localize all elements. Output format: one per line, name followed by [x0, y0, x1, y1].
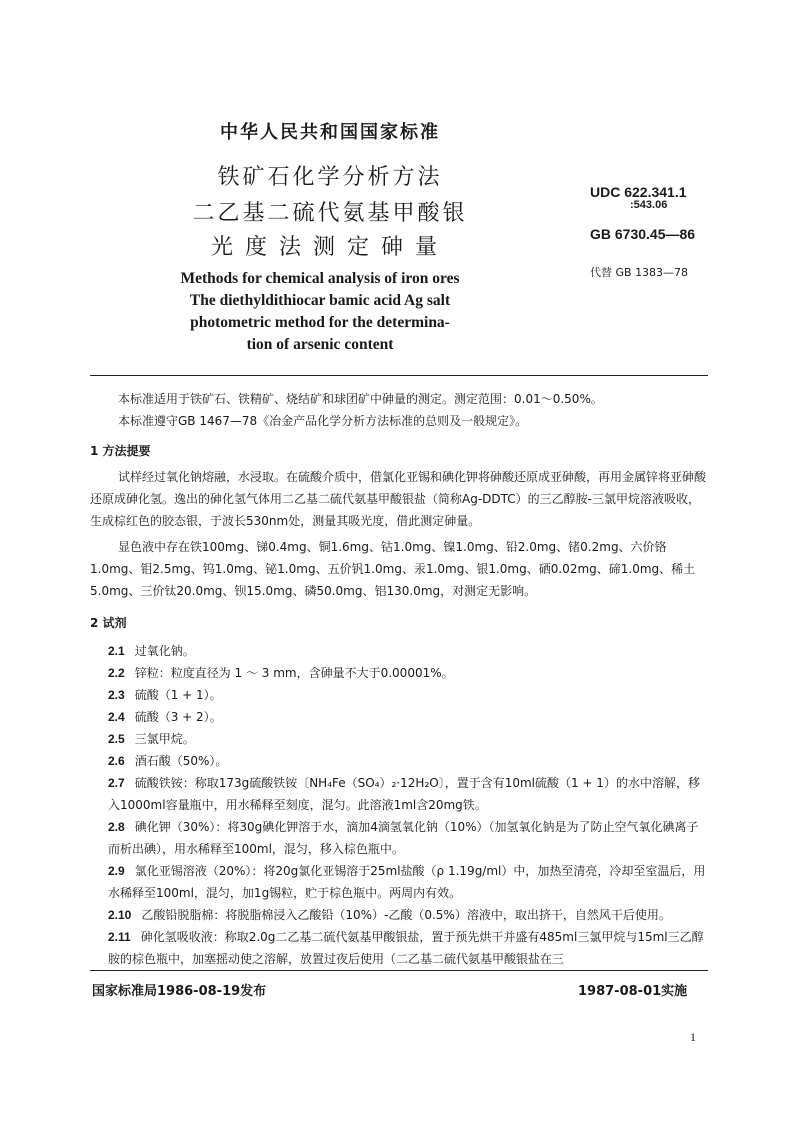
header-divider [90, 375, 708, 376]
item-number: 2.3 [108, 688, 125, 702]
item-text: 锌粒：粒度直径为 1 ～ 3 mm，含砷量不大于0.00001%。 [134, 666, 454, 680]
reagent-item [90, 816, 708, 860]
title-cn-line3: 光度法测定砷量 [210, 235, 449, 260]
footer-divider [90, 970, 708, 971]
reagent-item [90, 684, 708, 706]
effective-date: 1987-08-01实施 [578, 984, 688, 999]
title-en-line2: The diethyldithiocar bamic acid Ag salt [189, 292, 451, 309]
item-text: 酒石酸（50%）。 [134, 754, 228, 768]
reagent-item [90, 772, 708, 816]
title-cn-line1: 铁矿石化学分析方法 [217, 165, 443, 190]
item-text: 过氧化钠。 [134, 644, 195, 658]
reagent-item [90, 904, 708, 926]
title-en-line1: Methods for chemical analysis of iron ores [180, 270, 460, 287]
item-number: 2.1 [108, 644, 125, 658]
item-number: 2.4 [108, 710, 125, 724]
item-number: 2.7 [108, 776, 125, 790]
title-en-line4: tion of arsenic content [246, 336, 394, 353]
item-text: 硫酸铁铵：称取173g硫酸铁铵〔NH₄Fe（SO₄）₂·12H₂O〕，置于含有10ml硫酸（1 + 1）的水中溶解，移入1000ml容量瓶中，用水稀释至刻度，混匀。此溶液1ml含20mg铁。 [108, 776, 700, 812]
item-text: 碘化钾（30%）：将30g碘化钾溶于水，滴加4滴氢氧化钠（10%）（加氢氧化钠是为了防止空气氧化碘离子而析出碘），用水稀释至100ml，混匀，移入棕色瓶中。 [108, 820, 699, 856]
principle-para: 试样经过氧化钠熔融，水浸取。在硫酸介质中，借氯化亚锡和碘化钾将砷酸还原成亚砷酸，再用金属锌将亚砷酸还原成砷化氢。逸出的砷化氢气体用二乙基二硫代氨基甲酸银盐（简称Ag-DDTC）的三乙醇胺-三氯甲烷溶液吸收，生成棕红色的胶态银，于波长530nm处，测量其吸光度，借此测定砷量。 [90, 470, 707, 528]
item-number: 2.2 [108, 666, 125, 680]
document-body [90, 388, 708, 970]
standard-org: 中华人民共和国国家标准 [220, 122, 440, 143]
item-text: 氯化亚锡溶液（20%）：将20g氯化亚锡溶于25ml盐酸（ρ 1.19g/ml）中，加热至清亮，冷却至室温后，用水稀释至100ml，混匀，加1g锡粒，贮于棕色瓶中。两周内有效。 [108, 864, 706, 900]
item-number: 2.5 [108, 732, 125, 746]
title-en-line3: photometric method for the determina- [190, 314, 450, 331]
item-text: 硫酸（1 + 1）。 [134, 688, 222, 702]
intro-scope: 本标准适用于铁矿石、铁精矿、烧结矿和球团矿中砷量的测定。测定范围：0.01～0.50%。 [118, 392, 603, 406]
issue-date: 国家标准局1986-08-19发布 [92, 984, 267, 999]
section-heading-2: 2 试剂 [90, 616, 127, 630]
reagent-item [90, 750, 708, 772]
interference-para: 显色液中存在铁100mg、锑0.4mg、铜1.6mg、钴1.0mg、镍1.0mg、铅2.0mg、锗0.2mg、六价铬1.0mg、钼2.5mg、钨1.0mg、铋1.0mg、五价钒1.0mg、汞1.0mg、银1.0mg、硒0.02mg、碲1.0mg、稀土5.0mg、三价钛20.0mg、钡15.0mg、磷50.0mg、铝130.0mg，对测定无影响。 [90, 540, 696, 598]
udc-code: UDC 622.341.1 [590, 184, 687, 200]
item-number: 2.9 [108, 864, 125, 878]
item-text: 硫酸（3 + 2）。 [134, 710, 222, 724]
reagent-item [90, 662, 708, 684]
replaces-note: 代替 GB 1383—78 [590, 266, 689, 279]
title-cn-line2: 二乙基二硫代氨基甲酸银 [192, 201, 468, 226]
gb-number: GB 6730.45—86 [590, 226, 696, 242]
item-text: 乙酸铅脱脂棉：将脱脂棉浸入乙酸铅（10%）-乙酸（0.5%）溶液中，取出挤干，自然风干后使用。 [141, 908, 671, 922]
item-text: 砷化氢吸收液：称取2.0g二乙基二硫代氨基甲酸银盐，置于预先烘干并盛有485ml三氯甲烷与15ml三乙醇胺的棕色瓶中，加塞摇动使之溶解，放置过夜后使用（二乙基二硫代氨基甲酸银盐在三 [108, 930, 704, 966]
reagent-item [90, 926, 708, 970]
item-number: 2.6 [108, 754, 125, 768]
item-number: 2.8 [108, 820, 125, 834]
intro-compliance: 本标准遵守GB 1467—78《冶金产品化学分析方法标准的总则及一般规定》。 [118, 414, 528, 428]
reagent-item [90, 706, 708, 728]
reagent-item [90, 860, 708, 904]
item-number: 2.11 [108, 930, 131, 944]
page-number: 1 [690, 1030, 696, 1044]
udc-code-cont: :543.06 [630, 199, 668, 211]
title-en [160, 268, 480, 356]
reagent-item [90, 728, 708, 750]
item-number: 2.10 [108, 908, 132, 922]
section-heading-1: 1 方法提要 [90, 444, 151, 458]
reagent-item [90, 640, 708, 662]
item-text: 三氯甲烷。 [134, 732, 195, 746]
